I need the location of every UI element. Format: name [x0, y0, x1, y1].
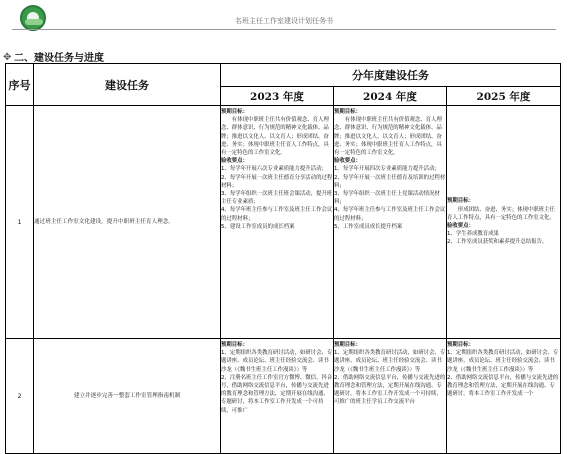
goal-point: 1、定期组织各类教育研讨活动，如研讨会、专题讲座、成员论坛、班主任经验交流会、读书沙龙（《魏书生班主任工作漫谈》）等	[447, 350, 559, 373]
row-index: 2	[6, 339, 34, 454]
goal-text: 形成团结、奋进、务实；体现中职班主任育人工作特点，具有一定特色的工作室文化。	[447, 206, 555, 221]
header-text: 名班主任工作室建设计划任务书	[235, 17, 333, 25]
cell-2024	[334, 106, 447, 339]
table-row	[6, 339, 561, 454]
goal-label: 预期目标：	[447, 342, 474, 348]
row-task: 建立并逐步完善一整套工作室管理指南机制	[34, 339, 221, 454]
goal-label: 预期目标：	[221, 342, 248, 348]
row-task: 通过班主任工作室文化建设，提升中职班主任育人理念。	[34, 106, 221, 339]
accept-point: 5、工作室成员成长提升档案	[334, 223, 403, 230]
page-header	[0, 0, 568, 40]
accept-point: 1、每学年开展六次专业素质能力提升活动；	[221, 166, 327, 173]
table-row	[6, 106, 561, 339]
cell-2023	[221, 106, 334, 339]
goal-text: 有体现中职班主任共有价值观念、育人理念、群体意识、行为规范的精神文化载体、品牌；推进以文化人、以文育人；形成团结、奋进、务实；体现中职班主任育人工作特点，具有一定特色的工作室文化。	[221, 117, 329, 157]
table-move-handle-icon[interactable]: ✥	[3, 52, 12, 63]
accept-point: 2、工作室成员获奖和素养提升总结报告。	[447, 239, 548, 246]
accept-point: 1、每学年开展四次专业素质能力提升活动；	[334, 166, 440, 173]
goal-label: 预期目标：	[221, 109, 248, 115]
accept-point: 2、每学年开展一次班主任德育分享活动的过程材料；	[221, 174, 333, 189]
row-index: 1	[6, 106, 34, 339]
accept-point: 3、每学年组织一次班主任班会课活动，提升班主任专业素质；	[221, 191, 333, 206]
goal-label: 预期目标：	[334, 109, 361, 115]
goal-label: 预期目标：	[334, 342, 361, 348]
accept-point: 5、建设工作室成员的成长档案	[221, 223, 295, 230]
header-annual-tasks: 分年度建设任务	[221, 64, 561, 87]
cell-2025	[447, 339, 561, 454]
goal-point: 2、借助网络交流信息平台，传播与交流先进的教育理念和管理方法，定期开展在线沟通、专题研讨，将本工作室工作开发成一个可持续、可推广的班主任学员工作交流平台	[334, 374, 446, 406]
header-divider	[12, 29, 556, 30]
header-index: 序号	[6, 64, 34, 106]
goal-point: 1、定期组织各类教育研讨活动，如研讨会、专题讲座、成员论坛、班主任经验交流会、读书沙龙（《魏书生班主任工作漫谈》）等	[221, 350, 333, 373]
goal-point: 2、注册名班主任工作室官方微博、微信、抖音号，借助网络交流信息平台，传播与交流先进的教育理念和管理方法，定期开展在线沟通、专题研讨，将本工作室工作开发成一个可持续、可推广	[221, 374, 333, 414]
accept-point: 2、每学年开展一次班主任德育及培训的过程材料；	[334, 174, 446, 189]
header-year-2023: 2023 年度	[221, 87, 334, 106]
accept-point: 4、每学年班主任参与工作室及班主任工作会议的过程材料；	[334, 207, 446, 222]
accept-point: 3、每学年组织一次班主任上党课活动情况材料；	[334, 191, 440, 206]
goal-text: 有体现中职班主任共有价值观念、育人理念、群体意识、行为规范的精神文化载体、品牌；推进以文化人、以文育人；形成团结、奋进、务实；体现中职班主任育人工作特点，具有一定特色的工作室文化。	[334, 117, 442, 157]
goal-point: 1、定期组织各类教育研讨活动，如研讨会、专题讲座、成员论坛、班主任经验交流会、读书沙龙（《魏书生班主任工作漫谈》）等	[334, 350, 446, 373]
cell-2023	[221, 339, 334, 454]
accept-point: 4、每学年班主任参与工作室及班主任工作会议的过程材料；	[221, 207, 333, 222]
goal-label: 预期目标：	[447, 198, 474, 205]
cell-2024	[334, 339, 447, 454]
accept-label: 验收要点：	[334, 158, 361, 165]
header-year-2025: 2025 年度	[447, 87, 561, 106]
section-title: 二、建设任务与进度	[14, 53, 104, 64]
accept-label: 验收要点：	[221, 158, 248, 165]
goal-point: 2、借助网络交流信息平台，传播与交流先进的教育理念和管理方法，定期开展在线沟通、专题研讨，将本工作室工作开发成一个	[447, 374, 559, 398]
accept-label: 验收要点：	[447, 223, 474, 229]
header-task: 建设任务	[34, 64, 221, 106]
cell-2025	[447, 106, 561, 339]
accept-point: 1、学生养成教育成果	[447, 231, 499, 238]
header-year-2024: 2024 年度	[334, 87, 447, 106]
construction-task-table	[5, 63, 561, 454]
